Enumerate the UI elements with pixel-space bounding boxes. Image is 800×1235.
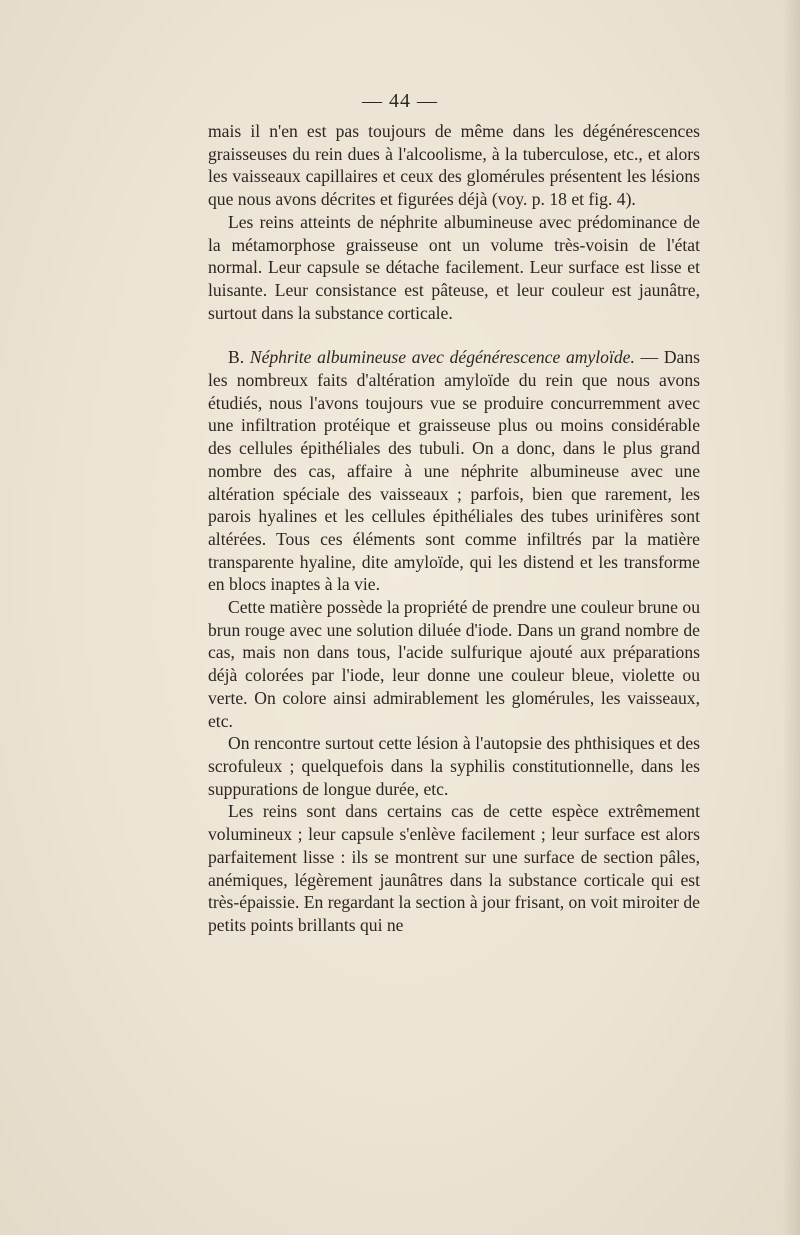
- section-label: B.: [228, 347, 245, 368]
- page-number: — 44 —: [362, 90, 438, 112]
- paragraph: Les reins sont dans certains cas de cette espèce extrêmement volumineux ; leur capsule s'enlève facilement ; leur surface est alors parfaitement lisse : ils se montrent sur une surface de section pâles, anémiques, légèrement jaunâtres dans la substance corticale qui est très-épaissie. En regardant la section à jour frisant, on voit miroiter de petits points brillants qui ne: [208, 801, 700, 935]
- paragraph-continuation: mais il n'en est pas toujours de même dans les dégénérescences graisseuses du rein dues à l'alcoolisme, à la tuberculose, etc., et alors les vaisseaux capillaires et ceux des glomérules présentent les lésions que nous avons décrites et figurées déjà (voy. p. 18 et fig. 4).: [208, 121, 700, 210]
- page-edge-shadow: [782, 0, 800, 1235]
- section-title: Néphrite albumineuse avec dégénérescence amyloïde.: [249, 347, 635, 368]
- paragraph: On rencontre surtout cette lésion à l'autopsie des phthisiques et des scrofuleux ; quelquefois dans la syphilis constitutionnelle, dans les suppurations de longue durée, etc.: [208, 733, 700, 799]
- section-paragraph: [208, 346, 700, 596]
- section-text: — Dans les nombreux faits d'altération amyloïde du rein que nous avons étudiés, nous l'avons toujours vue se produire concurremment avec une infiltration protéique et graisseuse plus ou moins considérable des cellules épithéliales des tubuli. On a donc, dans le plus grand nombre des cas, affaire à une néphrite albumineuse avec une altération spéciale des vaisseaux ; parfois, bien que rarement, les parois hyalines et les cellules épithéliales des tubes urinifères sont altérées. Tous ces éléments sont comme infiltrés par la matière transparente hyaline, dite amyloïde, qui les distend et les transforme en blocs inaptes à la vie.: [208, 347, 700, 595]
- paragraph: Cette matière possède la propriété de prendre une couleur brune ou brun rouge avec une solution diluée d'iode. Dans un grand nombre de cas, mais non dans tous, l'acide sulfurique ajouté aux préparations déjà colorées par l'iode, leur donne une couleur bleue, violette ou verte. On colore ainsi admirablement les glomérules, les vaisseaux, etc.: [208, 597, 700, 731]
- body-text: [208, 120, 700, 937]
- paragraph: Les reins atteints de néphrite albumineuse avec prédominance de la métamorphose graisseuse ont un volume très-voisin de l'état normal. Leur capsule se détache facilement. Leur surface est lisse et luisante. Leur consistance est pâteuse, et leur couleur est jaunâtre, surtout dans la substance corticale.: [208, 211, 700, 323]
